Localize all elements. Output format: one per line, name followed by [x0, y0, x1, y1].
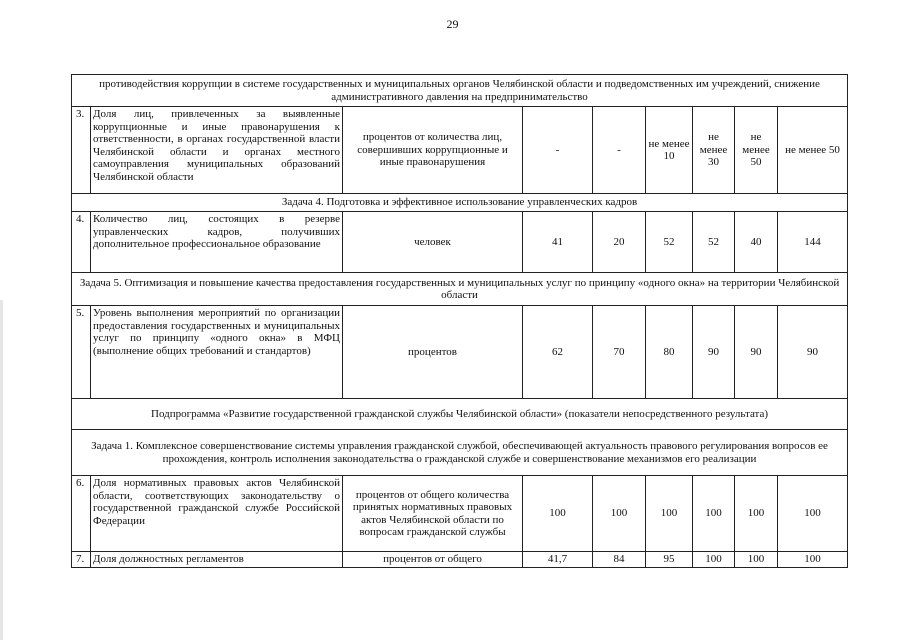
row-number: 3.	[72, 107, 91, 194]
unit-cell: процентов от количества лиц, совершивших коррупционные и иные правонарушения	[343, 107, 523, 194]
value-cell: не менее 50	[778, 107, 848, 194]
value-cell: -	[523, 107, 593, 194]
value-cell: 100	[523, 476, 593, 552]
unit-cell: процентов	[343, 306, 523, 399]
indicators-table	[71, 74, 848, 568]
value-cell: 20	[593, 212, 646, 273]
task-row	[72, 194, 848, 212]
table-row	[72, 476, 848, 552]
row-number: 6.	[72, 476, 91, 552]
value-cell: 100	[593, 476, 646, 552]
value-cell: 80	[646, 306, 693, 399]
indicator-name: Количество лиц, состоящих в резерве управленческих кадров, получивших дополнительное профессиональное образование	[91, 212, 343, 273]
value-cell: 41	[523, 212, 593, 273]
table-row	[72, 107, 848, 194]
table-row	[72, 552, 848, 568]
indicator-name: Уровень выполнения мероприятий по организации предоставления государственных и муниципальных услуг по принципу «одного окна» в МФЦ (выполнение общих требований и стандартов)	[91, 306, 343, 399]
row-number: 7.	[72, 552, 91, 568]
task-header: Задача 4. Подготовка и эффективное использование управленческих кадров	[72, 194, 848, 212]
indicator-name: Доля нормативных правовых актов Челябинской области, соответствующих законодательству о государственной гражданской службе Российской Федерации	[91, 476, 343, 552]
unit-cell: процентов от общего количества принятых нормативных правовых актов Челябинской области по вопросам гражданской службы	[343, 476, 523, 552]
table-row	[72, 306, 848, 399]
value-cell: -	[593, 107, 646, 194]
section-header: противодействия коррупции в системе государственных и муниципальных органов Челябинской области и подведомственных им учреждений, снижение административного давления на предпринимательство	[72, 75, 848, 107]
value-cell: 40	[735, 212, 778, 273]
unit-cell: человек	[343, 212, 523, 273]
value-cell: 100	[735, 552, 778, 568]
subprogram-header: Подпрограмма «Развитие государственной гражданской службы Челябинской области» (показатели непосредственного результата)	[72, 399, 848, 430]
value-cell: 90	[778, 306, 848, 399]
value-cell: 100	[693, 476, 735, 552]
task-row	[72, 273, 848, 306]
value-cell: 62	[523, 306, 593, 399]
value-cell: не менее 50	[735, 107, 778, 194]
value-cell: 100	[735, 476, 778, 552]
value-cell: 90	[693, 306, 735, 399]
value-cell: 52	[693, 212, 735, 273]
page-number: 29	[446, 17, 459, 31]
value-cell: 100	[778, 476, 848, 552]
unit-cell: процентов от общего	[343, 552, 523, 568]
value-cell: не менее 10	[646, 107, 693, 194]
value-cell: 100	[778, 552, 848, 568]
value-cell: 95	[646, 552, 693, 568]
row-number: 5.	[72, 306, 91, 399]
value-cell: 100	[646, 476, 693, 552]
value-cell: 100	[693, 552, 735, 568]
value-cell: 144	[778, 212, 848, 273]
value-cell: 90	[735, 306, 778, 399]
indicator-name: Доля лиц, привлеченных за выявленные коррупционные и иные правонарушения к ответственности, в органах государственной власти Челябинской области и органах местного самоуправления муниципальных образований Челябинской области	[91, 107, 343, 194]
value-cell: 41,7	[523, 552, 593, 568]
row-number: 4.	[72, 212, 91, 273]
task-header: Задача 1. Комплексное совершенствование системы управления гражданской службой, обеспечивающей актуальность правового регулирования вопросов ее прохождения, контроль исполнения законодательства о гражданской службе и совершенствование механизмов его реализации	[72, 430, 848, 476]
scan-edge-shadow	[0, 300, 3, 640]
value-cell: 84	[593, 552, 646, 568]
indicator-name: Доля должностных регламентов	[91, 552, 343, 568]
section-header-row	[72, 75, 848, 107]
value-cell: 52	[646, 212, 693, 273]
task-row	[72, 430, 848, 476]
task-header: Задача 5. Оптимизация и повышение качества предоставления государственных и муниципальных услуг по принципу «одного окна» на территории Челябинской области	[72, 273, 848, 306]
value-cell: 70	[593, 306, 646, 399]
value-cell: не менее 30	[693, 107, 735, 194]
table-row	[72, 212, 848, 273]
subprogram-row	[72, 399, 848, 430]
